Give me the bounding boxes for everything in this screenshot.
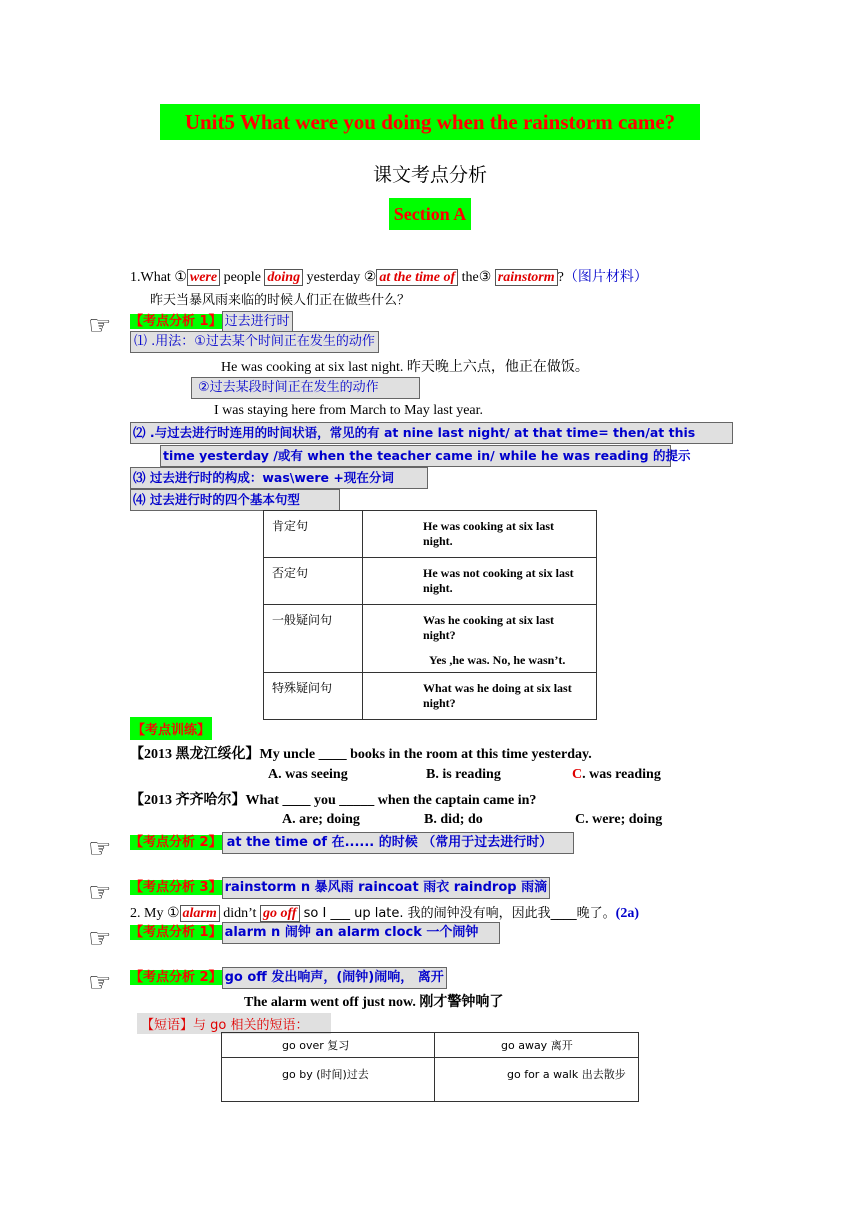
kd1-label: 【考点分析 1】 (130, 314, 222, 329)
practice-q1-option-a: A. was seeing (268, 767, 348, 782)
question-1 (130, 266, 648, 286)
sentence-patterns-table (263, 510, 597, 720)
kd1-example-2: I was staying here from March to May last year. (214, 403, 484, 418)
pattern-example: He was cooking at six last night. (363, 511, 597, 558)
q2-number: 2. My ① (130, 906, 180, 921)
option-text: . was reading (582, 767, 661, 782)
pointing-hand-icon: ☞ (88, 878, 112, 908)
pattern-type: 肯定句 (264, 511, 363, 558)
practice-q2-option-c: C. were; doing (575, 812, 663, 827)
q2-keyword-alarm: alarm (180, 905, 220, 922)
practice-q1-option-c (572, 767, 661, 783)
table-row (222, 1058, 639, 1102)
question-2 (130, 902, 639, 922)
kd4-text: alarm n 闹钟 an alarm clock 一个闹钟 (222, 922, 500, 944)
q1-keyword-were: were (187, 269, 220, 286)
q1-note: （图片材料） (563, 269, 648, 285)
q2-text: didn’t (219, 906, 260, 921)
q2-keyword-go-off: go off (260, 905, 300, 922)
phrases-table (221, 1032, 639, 1102)
table-row (264, 605, 597, 673)
practice-question-2: 【2013 齐齐哈尔】What ____ you _____ when the captain came in? (130, 793, 537, 808)
phrases-label: 【短语】与 go 相关的短语： (137, 1013, 331, 1034)
phrase-cell: go for a walk 出去散步 (435, 1058, 639, 1102)
pointing-hand-icon: ☞ (88, 311, 112, 341)
kd3-heading (130, 876, 550, 899)
q1-text: ? (557, 270, 564, 285)
q2-tag: (2a) (615, 906, 639, 921)
kd5-heading (130, 966, 447, 989)
q2-text: so I ___ up late. 我的闹钟没有响，因此我____晚了。 (299, 906, 616, 921)
phrase-cell: go by (时间)过去 (222, 1058, 435, 1102)
pointing-hand-icon: ☞ (88, 924, 112, 954)
q1-text: the③ (458, 270, 495, 285)
kd3-label: 【考点分析 3】 (130, 880, 222, 895)
kd2-heading (130, 831, 574, 854)
table-row (264, 673, 597, 720)
practice-label: 【考点训练】 (130, 717, 212, 740)
phrase-cell: go away 离开 (435, 1033, 639, 1058)
q1-text: people (220, 270, 265, 285)
correct-answer-letter: C (572, 767, 583, 782)
pattern-type: 否定句 (264, 558, 363, 605)
kd1-heading (130, 310, 293, 333)
kd5-text: go off 发出响声，(闹钟)闹响， 离开 (222, 967, 447, 989)
kd1-usage-1: ⑴ .用法：①过去某个时间正在发生的动作 (130, 331, 379, 353)
practice-q2-option-b: B. did; do (424, 812, 483, 827)
kd4-label: 【考点分析 1】 (130, 925, 222, 940)
page-subtitle: 课文考点分析 (372, 164, 487, 186)
table-row (264, 558, 597, 605)
q1-translation: 昨天当暴风雨来临的时候人们正在做些什么？ (150, 293, 411, 308)
pattern-answer: Yes ,he was. No, he wasn’t. (429, 653, 566, 667)
pattern-example-cell (363, 605, 597, 673)
kd5-example: The alarm went off just now. 刚才警钟响了 (244, 995, 504, 1010)
section-heading: Section A (389, 198, 471, 230)
kd1-point-3: ⑶ 过去进行时的构成：was\were +现在分词 (130, 467, 428, 489)
kd1-topic: 过去进行时 (222, 311, 293, 333)
q1-keyword-doing: doing (264, 269, 303, 286)
practice-q1-option-b: B. is reading (426, 767, 501, 782)
pattern-example: What was he doing at six last night? (363, 673, 597, 720)
kd2-label: 【考点分析 2】 (130, 835, 222, 850)
kd1-point-4: ⑷ 过去进行时的四个基本句型 (130, 489, 340, 511)
kd3-text: rainstorm n 暴风雨 raincoat 雨衣 raindrop 雨滴 (222, 877, 551, 899)
practice-q2-option-a: A. are; doing (282, 812, 360, 827)
page-title: Unit5 What were you doing when the rainstorm came? (160, 104, 700, 140)
pattern-type: 一般疑问句 (264, 605, 363, 673)
table-row (222, 1033, 639, 1058)
phrase-cell: go over 复习 (222, 1033, 435, 1058)
pattern-type: 特殊疑问句 (264, 673, 363, 720)
practice-question-1: 【2013 黑龙江绥化】My uncle ____ books in the room at this time yesterday. (130, 747, 592, 762)
pattern-example: Was he cooking at six last night? (423, 613, 555, 642)
kd2-text: at the time of 在...... 的时候 （常用于过去进行时） (222, 832, 574, 854)
pointing-hand-icon: ☞ (88, 834, 112, 864)
q1-keyword-rainstorm: rainstorm (495, 269, 558, 286)
kd4-heading (130, 921, 500, 944)
pointing-hand-icon: ☞ (88, 968, 112, 998)
q1-text: yesterday ② (303, 270, 377, 285)
kd1-usage-2: ②过去某段时间正在发生的动作 (191, 377, 420, 399)
pattern-example: He was not cooking at six last night. (363, 558, 597, 605)
kd1-point-2-line-1: ⑵ .与过去进行时连用的时间状语，常见的有 at nine last night/ at that time= then/at this (130, 422, 733, 444)
kd1-point-2-line-2: time yesterday /或有 when the teacher came in/ while he was reading 的提示 (160, 445, 671, 467)
kd1-example-1: He was cooking at six last night. 昨天晚上六点，他正在做饭。 (221, 360, 589, 375)
table-row (264, 511, 597, 558)
q1-number: 1.What ① (130, 270, 187, 285)
kd5-label: 【考点分析 2】 (130, 970, 222, 985)
q1-keyword-at-the-time-of: at the time of (376, 269, 458, 286)
